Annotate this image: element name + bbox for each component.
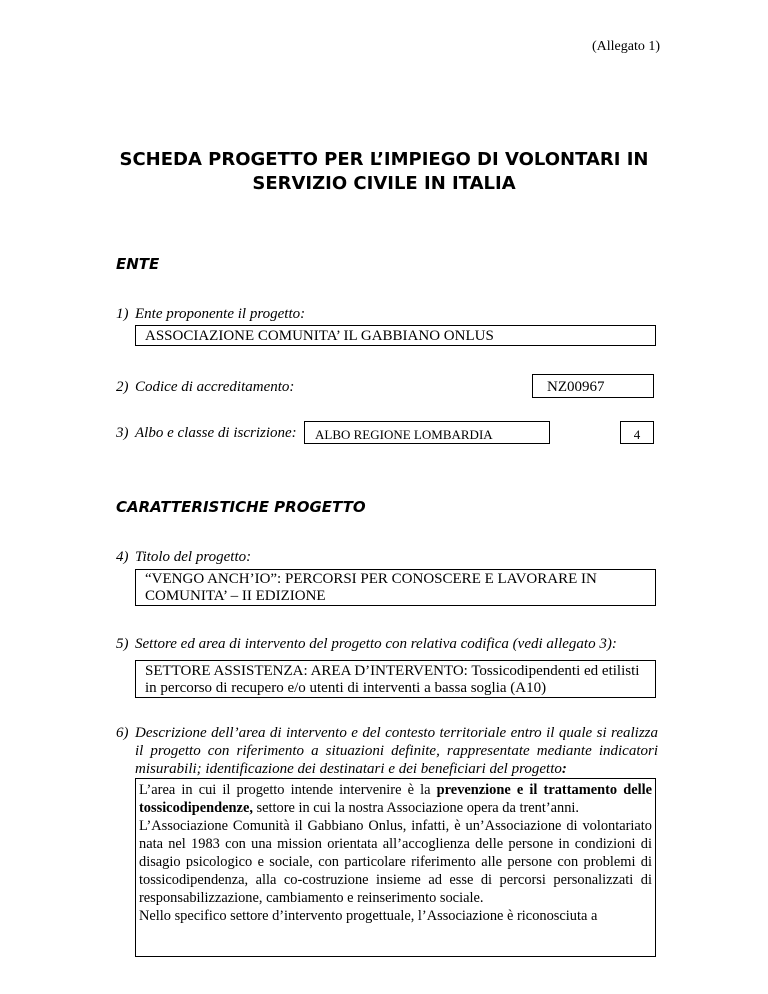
paragraph-2: L’Associazione Comunità il Gabbiano Onlus, infatti, è un’Associazione di volontariato nata nel 1983 con una mission orientata all’accoglienza delle persone in condizioni di disagio psicologico e sociale, con particolare riferimento alle persone con problemi di tossicodipendenza, alla co-costruzione insieme ad esse di percorsi personalizzati di responsabilizzazione, cambiamento e reinserimento sociale.: [139, 818, 652, 906]
paragraph-1: [139, 781, 652, 817]
answer-field-codice-accreditamento: NZ00967: [532, 374, 654, 398]
question-number: 5): [116, 636, 129, 652]
question-label: Settore ed area di intervento del progetto con relativa codifica (vedi allegato 3):: [135, 636, 617, 652]
question-number: 1): [116, 306, 129, 322]
paragraph-1-text-a: L’area in cui il progetto intende intervenire è la: [139, 782, 437, 798]
answer-field-descrizione-area: [135, 778, 656, 957]
answer-field-ente-proponente: ASSOCIAZIONE COMUNITA’ IL GABBIANO ONLUS: [135, 325, 656, 346]
answer-field-settore-area: [135, 660, 656, 698]
document-title-line-2: SERVIZIO CIVILE IN ITALIA: [252, 173, 516, 194]
document-title: [0, 148, 768, 196]
question-label-colon: :: [561, 761, 567, 777]
answer-line-2: COMUNITA’ – II EDIZIONE: [145, 588, 326, 604]
question-label: Titolo del progetto:: [135, 549, 252, 565]
answer-line-2: in percorso di recupero e/o utenti di interventi a bassa soglia (A10): [145, 680, 547, 696]
annex-label: (Allegato 1): [591, 39, 660, 54]
section-heading-ente: ENTE: [116, 255, 160, 273]
section-heading-caratteristiche: CARATTERISTICHE PROGETTO: [116, 498, 366, 516]
answer-line-1: SETTORE ASSISTENZA: AREA D’INTERVENTO: Tossicodipendenti ed etilisti: [145, 663, 640, 679]
document-title-line-1: SCHEDA PROGETTO PER L’IMPIEGO DI VOLONTARI IN: [119, 149, 649, 170]
paragraph-1-bold: prevenzione e il trattamento delle tossicodipendenze,: [139, 782, 652, 816]
question-label: [135, 724, 658, 778]
question-label: Codice di accreditamento:: [135, 379, 295, 395]
question-6: [116, 724, 658, 778]
paragraph-1-text-b: settore in cui la nostra Associazione opera da trent’anni.: [252, 800, 580, 816]
question-label-text: Descrizione dell’area di intervento e del contesto territoriale entro il quale si realizza il progetto con riferimento a situazioni definite, rappresentate mediante indicatori misurabili; identificazione dei destinatari e dei beneficiari del progetto: [135, 725, 658, 777]
answer-field-titolo-progetto: [135, 569, 656, 606]
question-label: Ente proponente il progetto:: [135, 306, 306, 322]
question-number: 2): [116, 379, 129, 395]
answer-line-1: “VENGO ANCH’IO”: PERCORSI PER CONOSCERE E LAVORARE IN: [145, 571, 597, 587]
question-label: Albo e classe di iscrizione:: [135, 425, 297, 441]
question-number: 6): [116, 725, 129, 741]
question-number: 3): [116, 425, 129, 441]
paragraph-3: Nello specifico settore d’intervento progettuale, l’Associazione è riconosciuta a: [139, 908, 598, 924]
question-number: 4): [116, 549, 129, 565]
answer-field-classe: 4: [620, 421, 654, 444]
answer-field-albo: ALBO REGIONE LOMBARDIA: [304, 421, 550, 444]
